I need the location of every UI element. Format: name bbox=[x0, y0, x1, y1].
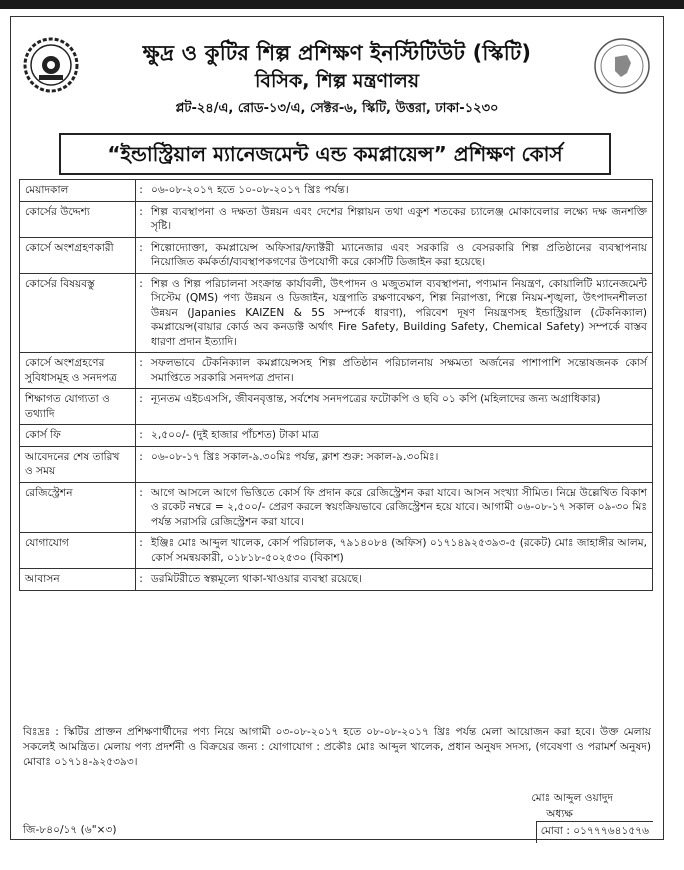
row-colon: : bbox=[136, 180, 147, 202]
institute-address: প্লট-২৪/এ, রোড-১৩/এ, সেক্টর-৬, স্কিটি, উত্তরা, ঢাকা-১২৩০ bbox=[175, 101, 499, 116]
row-label: কোর্সের বিষয়বস্তু bbox=[20, 273, 136, 353]
signatory-mobile: মোবা : ০১৭৭৭৬৪১৫৭৬ bbox=[536, 821, 653, 843]
row-colon: : bbox=[136, 446, 147, 482]
advertisement-page bbox=[10, 16, 664, 840]
table-row bbox=[20, 389, 653, 425]
row-value: শিল্প ব্যবস্থাপনা ও দক্ষতা উন্নয়ন এবং দেশের শিল্পায়ন তথা একুশ শতকের চ্যালেঞ্জ মোকাবেলার লক্ষ্যে দক্ষ জনশক্তি সৃষ্টি। bbox=[146, 201, 653, 237]
signatory-title: অধ্যক্ষ bbox=[546, 808, 573, 820]
table-row bbox=[20, 180, 653, 202]
row-colon: : bbox=[136, 353, 147, 389]
row-label: কোর্সে অংশগ্রহণকারী bbox=[20, 237, 136, 273]
row-colon: : bbox=[136, 482, 147, 533]
table-row bbox=[20, 237, 653, 273]
reference-number: জি-৮৪০/১৭ (৬"×৩) bbox=[23, 824, 117, 836]
top-bar bbox=[0, 0, 684, 9]
row-label: রেজিস্ট্রেশন bbox=[20, 482, 136, 533]
table-row bbox=[20, 201, 653, 237]
row-value: শিল্প ও শিল্প পরিচালনা সংক্রান্ত কার্যাবলী, উৎপাদন ও মজুতমাল ব্যবস্থাপনা, পণ্যমান নিয়ন্ত্রণ, কোয়ালিটি ম্যানেজমেন্ট সিস্টেম (QMS) পণ্য উন্নয়ন ও ডিজাইন, যন্ত্রপাতি রক্ষণাবেক্ষণ, শিল্প নিরাপত্তা, শিল্পে নিয়ম-শৃঙ্খলা, উৎপাদনশীলতা উন্নয়ন (Japanies KAIZEN & 5S সম্পর্কে ধারণা), পরিবেশ দূষণ নিয়ন্ত্রণসহ ইন্ডাস্ট্রিয়াল (টেকনিক্যাল) কমপ্লায়েন্স(বায়ার কোর্ড অব কনডাক্ট অর্থাৎ Fire Safety, Building Safety, Chemical Safety) সম্পর্কে বাস্তব ধারণা প্রদান ইত্যাদি। bbox=[146, 273, 653, 353]
row-label: আবাসন bbox=[20, 569, 136, 591]
row-colon: : bbox=[136, 273, 147, 353]
row-colon: : bbox=[136, 425, 147, 447]
row-value: ইঞ্জিঃ মোঃ আব্দুল খালেক, কোর্স পরিচালক, ৭৯১৪০৮৪ (অফিস) ০১৭১৪৯২৫৩৯৩-৫ (রকেট) মোঃ জাহাঙ্গীর আলম, কোর্স সমন্বয়কারী, ০১৮১৮-৫০২৫৩০ (বিকাশ) bbox=[146, 533, 653, 569]
table-row bbox=[20, 482, 653, 533]
row-value: আগে আসলে আগে ভিত্তিতে কোর্স ফি প্রদান করে রেজিস্ট্রেশন করা যাবে। আসন সংখ্যা সীমিত। নিম্নে উল্লেখিত বিকাশ ও রকেট নম্বরে = ২,৫০০/- প্রেরণ করলে স্বয়ংক্রিয়ভাবে রেজিস্ট্রেশন হয়ে যাবে। আগামী ০৬-০৮-১৭ সকাল ০৯-৩০ মিঃ পর্যন্ত সরাসরি রেজিস্ট্রেশন করা যাবে। bbox=[146, 482, 653, 533]
row-label: শিক্ষাগত যোগ্যতা ও তথ্যাদি bbox=[20, 389, 136, 425]
table-row bbox=[20, 533, 653, 569]
row-value: ০৬-০৮-১৭ খ্রিঃ সকাল-৯.৩০মিঃ পর্যন্ত, ক্লাশ শুরু: সকাল-৯.৩০মিঃ। bbox=[146, 446, 653, 482]
course-info-table bbox=[19, 179, 653, 591]
row-label: যোগাযোগ bbox=[20, 533, 136, 569]
table-row bbox=[20, 273, 653, 353]
row-label: কোর্স ফি bbox=[20, 425, 136, 447]
table-row bbox=[20, 569, 653, 591]
row-value: ন্যূনতম এইচএসসি, জীবনবৃত্তান্ত, সর্বশেষ সনদপত্রের ফটোকপি ও ছবি ০১ কপি (মহিলাদের জন্য অগ্রাধিকার) bbox=[146, 389, 653, 425]
table-row bbox=[20, 425, 653, 447]
row-label: আবেদনের শেষ তারিখ ও সময় bbox=[20, 446, 136, 482]
course-title-banner: “ইন্ডাস্ট্রিয়াল ম্যানেজমেন্ট এন্ড কমপ্লায়েন্স” প্রশিক্ষণ কোর্স bbox=[59, 133, 611, 175]
ministry-name: বিসিক, শিল্প মন্ত্রণালয় bbox=[254, 70, 420, 92]
row-colon: : bbox=[136, 237, 147, 273]
notice-text: বিঃদ্রঃ : স্কিটির প্রাক্তন প্রশিক্ষণার্থীদের পণ্য নিয়ে আগামী ০৩-০৮-২০১৭ হতে ০৮-০৮-২০১৭ খ্রিঃ পর্যন্ত মেলা আয়োজন করা হবে। উক্ত মেলায় সকলেই আমন্ত্রিত। মেলায় পণ্য প্রদর্শনী ও বিক্রয়ের জন্য : যোগাযোগ : প্রকৌঃ মোঃ আব্দুল খালেক, প্রধান অনুষদ সদস্য, (গবেষণা ও পরামর্শ অনুষদ) মোবাঃ ০১৭১৪-৯২৫৩৯৩। bbox=[23, 726, 651, 768]
row-colon: : bbox=[136, 569, 147, 591]
row-value: শিল্পোদ্যোক্তা, কমপ্লায়েন্স অফিসার/ফ্যাক্টরী ম্যানেজার এবং সরকারি ও বেসরকারি শিল্প প্রতিষ্ঠানের ব্যবস্থাপনায় নিয়োজিত কর্মকর্তা/ব্যবস্থাপকগণের উপযোগী করে কোর্সটি ডিজাইন করা হয়েছে। bbox=[146, 237, 653, 273]
row-label: কোর্সের উদ্দেশ্য bbox=[20, 201, 136, 237]
row-value: ডরমিটরীতে স্বল্পমূল্যে থাকা-খাওয়ার ব্যবস্থা রয়েছে। bbox=[146, 569, 653, 591]
table-row bbox=[20, 353, 653, 389]
row-label: কোর্সে অংশগ্রহণের সুবিধাসমূহ ও সনদপত্র bbox=[20, 353, 136, 389]
table-row bbox=[20, 446, 653, 482]
row-label: মেয়াদকাল bbox=[20, 180, 136, 202]
row-value: ০৬-০৮-২০১৭ হতে ১০-০৮-২০১৭ খ্রিঃ পর্যন্ত। bbox=[146, 180, 653, 202]
row-colon: : bbox=[136, 201, 147, 237]
row-colon: : bbox=[136, 389, 147, 425]
institute-name: ক্ষুদ্র ও কুটির শিল্প প্রশিক্ষণ ইনস্টিটিউট (স্কিটি) bbox=[142, 41, 532, 65]
row-value: ২,৫০০/- (দুই হাজার পাঁচশত) টাকা মাত্র bbox=[146, 425, 653, 447]
signatory-name: মোঃ আব্দুল ওয়াদুদ bbox=[531, 792, 613, 804]
row-colon: : bbox=[136, 533, 147, 569]
row-value: সফলভাবে টেকনিক্যাল কমপ্লায়েন্সসহ শিল্প প্রতিষ্ঠান পরিচালনায় সক্ষমতা অর্জনের পাশাপাশি সন্তোষজনক কোর্স সমাপ্তিতে সরকারি সনদপত্র প্রদান। bbox=[146, 353, 653, 389]
